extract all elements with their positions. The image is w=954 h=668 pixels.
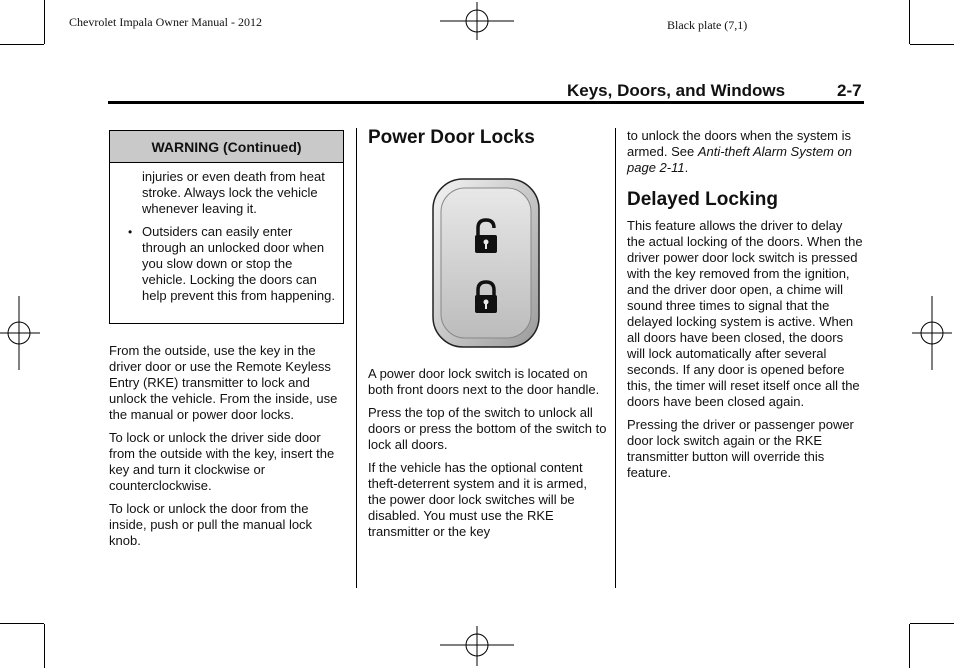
col2-paragraph-1: A power door lock switch is located on both front doors next to the door handle. (368, 366, 600, 397)
registration-mark-top (440, 2, 514, 40)
registration-mark-right (912, 296, 952, 370)
warning-bullet-text: Outsiders can easily enter through an unlocked door when you slow down or stop the vehicle. Locking the doors can help prevent this from happening. (142, 224, 335, 303)
door-lock-switch-illustration (432, 178, 540, 348)
col3-continued-text: to unlock the doors when the system is armed. See (627, 128, 852, 159)
warning-title: WARNING (Continued) (110, 131, 343, 163)
col2-paragraph-2: Press the top of the switch to unlock all doors or press the bottom of the switch to lock all doors. (368, 405, 607, 452)
door-lock-switch-icon (432, 178, 540, 348)
col2-paragraph-3: If the vehicle has the optional content theft-deterrent system and it is armed, the power door lock switches will be disabled. You must use the RKE transmitter or the key (368, 460, 587, 539)
col3-continued-end: . (684, 160, 689, 175)
col1-paragraph-1: From the outside, use the key in the driver door or use the Remote Keyless Entry (RKE) transmitter to lock and unlock the vehicle. From the inside, use the manual or power door locks. (109, 343, 338, 422)
anti-theft-cross-reference: Anti-theft Alarm System on page 2-11 (627, 144, 852, 175)
col3-continued-paragraph (627, 128, 863, 176)
registration-mark-bottom (440, 626, 514, 666)
power-door-locks-heading: Power Door Locks (368, 127, 535, 148)
column-1-text (109, 343, 347, 556)
document-title: Chevrolet Impala Owner Manual - 2012 (69, 15, 262, 29)
crop-mark-br-h (910, 623, 954, 624)
col3-paragraph-1: This feature allows the driver to delay the actual locking of the doors. When the driver power door lock switch is pressed with the key removed from the ignition, and the driver door open, a chime will sound three times to signal that the delayed locking system is active. When all doors have been closed, the doors will lock automatically after several seconds. If any door is opened before this, the timer will reset itself once all the doors have been closed again. (627, 218, 863, 409)
column-3-text (627, 218, 863, 488)
warning-box (109, 130, 344, 324)
column-divider-2 (615, 128, 616, 588)
col1-paragraph-3: To lock or unlock the door from the inside, push or pull the manual lock knob. (109, 501, 313, 548)
plate-label: Black plate (7,1) (667, 18, 748, 32)
crop-mark-tr-v (909, 0, 910, 44)
crop-mark-tl-h (0, 44, 44, 45)
column-2-text (368, 366, 608, 547)
warning-paragraph: injuries or even death from heat stroke. Always lock the vehicle whenever leaving it. (142, 169, 325, 216)
crop-mark-tr-h (910, 44, 954, 45)
col1-paragraph-2: To lock or unlock the driver side door from the outside with the key, insert the key and turn it clockwise or counterclockwise. (109, 430, 335, 493)
delayed-locking-heading: Delayed Locking (627, 189, 778, 210)
warning-bullet-item (128, 224, 335, 304)
section-title: Keys, Doors, and Windows (567, 81, 786, 100)
col3-paragraph-2: Pressing the driver or passenger power door lock switch again or the RKE transmitter button will override this feature. (627, 417, 854, 480)
page-number: 2-7 (837, 81, 862, 100)
registration-mark-left (0, 296, 40, 370)
crop-mark-bl-v (44, 624, 45, 668)
crop-mark-br-v (909, 624, 910, 668)
column-divider-1 (356, 128, 357, 588)
crop-mark-bl-h (0, 623, 44, 624)
header-rule (108, 101, 864, 104)
bullet-icon: • (128, 225, 133, 239)
crop-mark-tl-v (44, 0, 45, 44)
column-3-continued-text (627, 128, 863, 183)
